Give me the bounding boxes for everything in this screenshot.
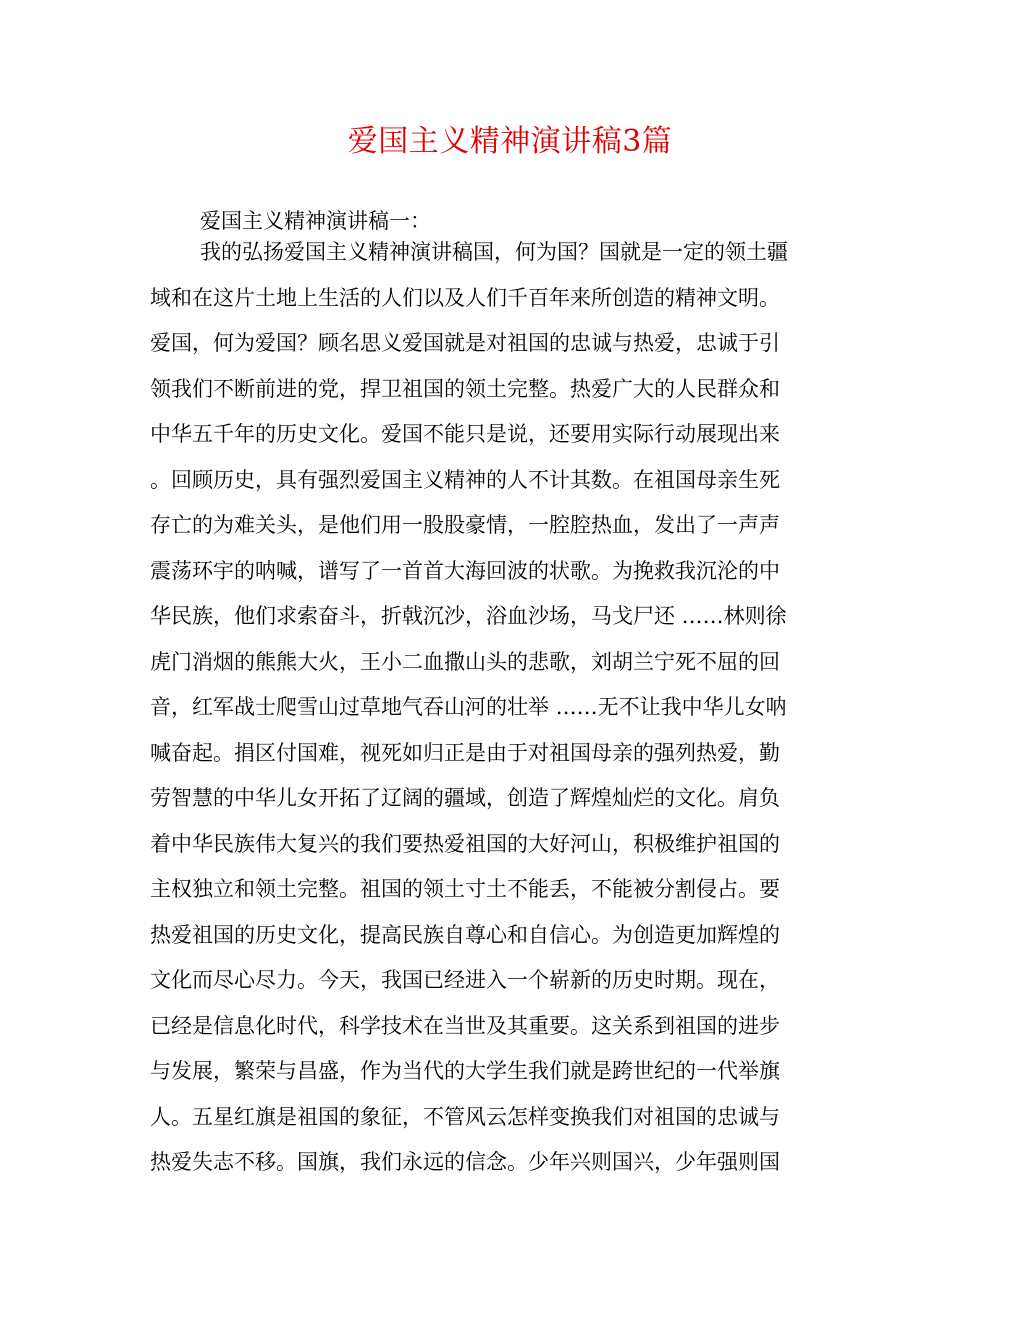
body-paragraph	[150, 230, 850, 1186]
text-line: 热爱失志不移。国旗，我们永远的信念。少年兴则国兴，少年强则国	[150, 1150, 780, 1174]
text-line: 喊奋起。捐区付国难，视死如归正是由于对祖国母亲的强列热爱，勤	[150, 740, 780, 765]
text-line: 劳智慧的中华儿女开拓了辽阔的疆域，创造了辉煌灿烂的文化。肩负	[150, 786, 780, 810]
text-line: 已经是信息化时代，科学技术在当世及其重要。这关系到祖国的进步	[150, 1013, 780, 1038]
text-line: 爱国，何为爱国？顾名思义爱国就是对祖国的忠诚与热爱，忠诚于引	[150, 331, 780, 355]
text-line: 领我们不断前进的党，捍卫祖国的领土完整。热爱广大的人民群众和	[150, 376, 780, 401]
text-line: 。回顾历史，具有强烈爱国主义精神的人不计其数。在祖国母亲生死	[150, 467, 780, 492]
text-line: 震荡环宇的呐喊，谱写了一首首大海回波的状歌。为挽救我沉沦的中	[150, 558, 780, 583]
text-line: 虎门消烟的熊熊大火，王小二血撒山头的悲歌，刘胡兰宁死不屈的回	[150, 649, 780, 674]
text-line: 主权独立和领土完整。祖国的领土寸土不能丢，不能被分割侵占。要	[150, 877, 780, 901]
text-line: 音，红军战士爬雪山过草地气吞山河的壮举 ……无不让我中华儿女呐	[150, 695, 787, 719]
section-heading: 爱国主义精神演讲稿一：	[200, 209, 431, 233]
text-line: 域和在这片土地上生活的人们以及人们千百年来所创造的精神文明。	[150, 285, 780, 310]
text-line: 人。五星红旗是祖国的象征，不管风云怎样变换我们对祖国的忠诚与	[150, 1104, 780, 1129]
text-line: 我的弘扬爱国主义精神演讲稿国，何为国？国就是一定的领土疆	[200, 240, 788, 264]
document-title: 爱国主义精神演讲稿3篇	[347, 124, 673, 159]
text-line: 文化而尽心尽力。今天，我国已经进入一个崭新的历史时期。现在，	[150, 968, 780, 992]
text-line: 热爱祖国的历史文化，提高民族自尊心和自信心。为创造更加辉煌的	[150, 922, 780, 947]
text-line: 中华五千年的历史文化。爱国不能只是说，还要用实际行动展现出来	[150, 422, 780, 446]
text-line: 着中华民族伟大复兴的我们要热爱祖国的大好河山，积极维护祖国的	[150, 831, 780, 856]
text-line: 与发展，繁荣与昌盛，作为当代的大学生我们就是跨世纪的一代举旗	[150, 1059, 780, 1083]
text-line: 存亡的为难关头，是他们用一股股豪情，一腔腔热血，发出了一声声	[150, 513, 780, 537]
text-line: 华民族，他们求索奋斗，折戟沉沙，浴血沙场，马戈尸还 ……林则徐	[150, 604, 787, 628]
